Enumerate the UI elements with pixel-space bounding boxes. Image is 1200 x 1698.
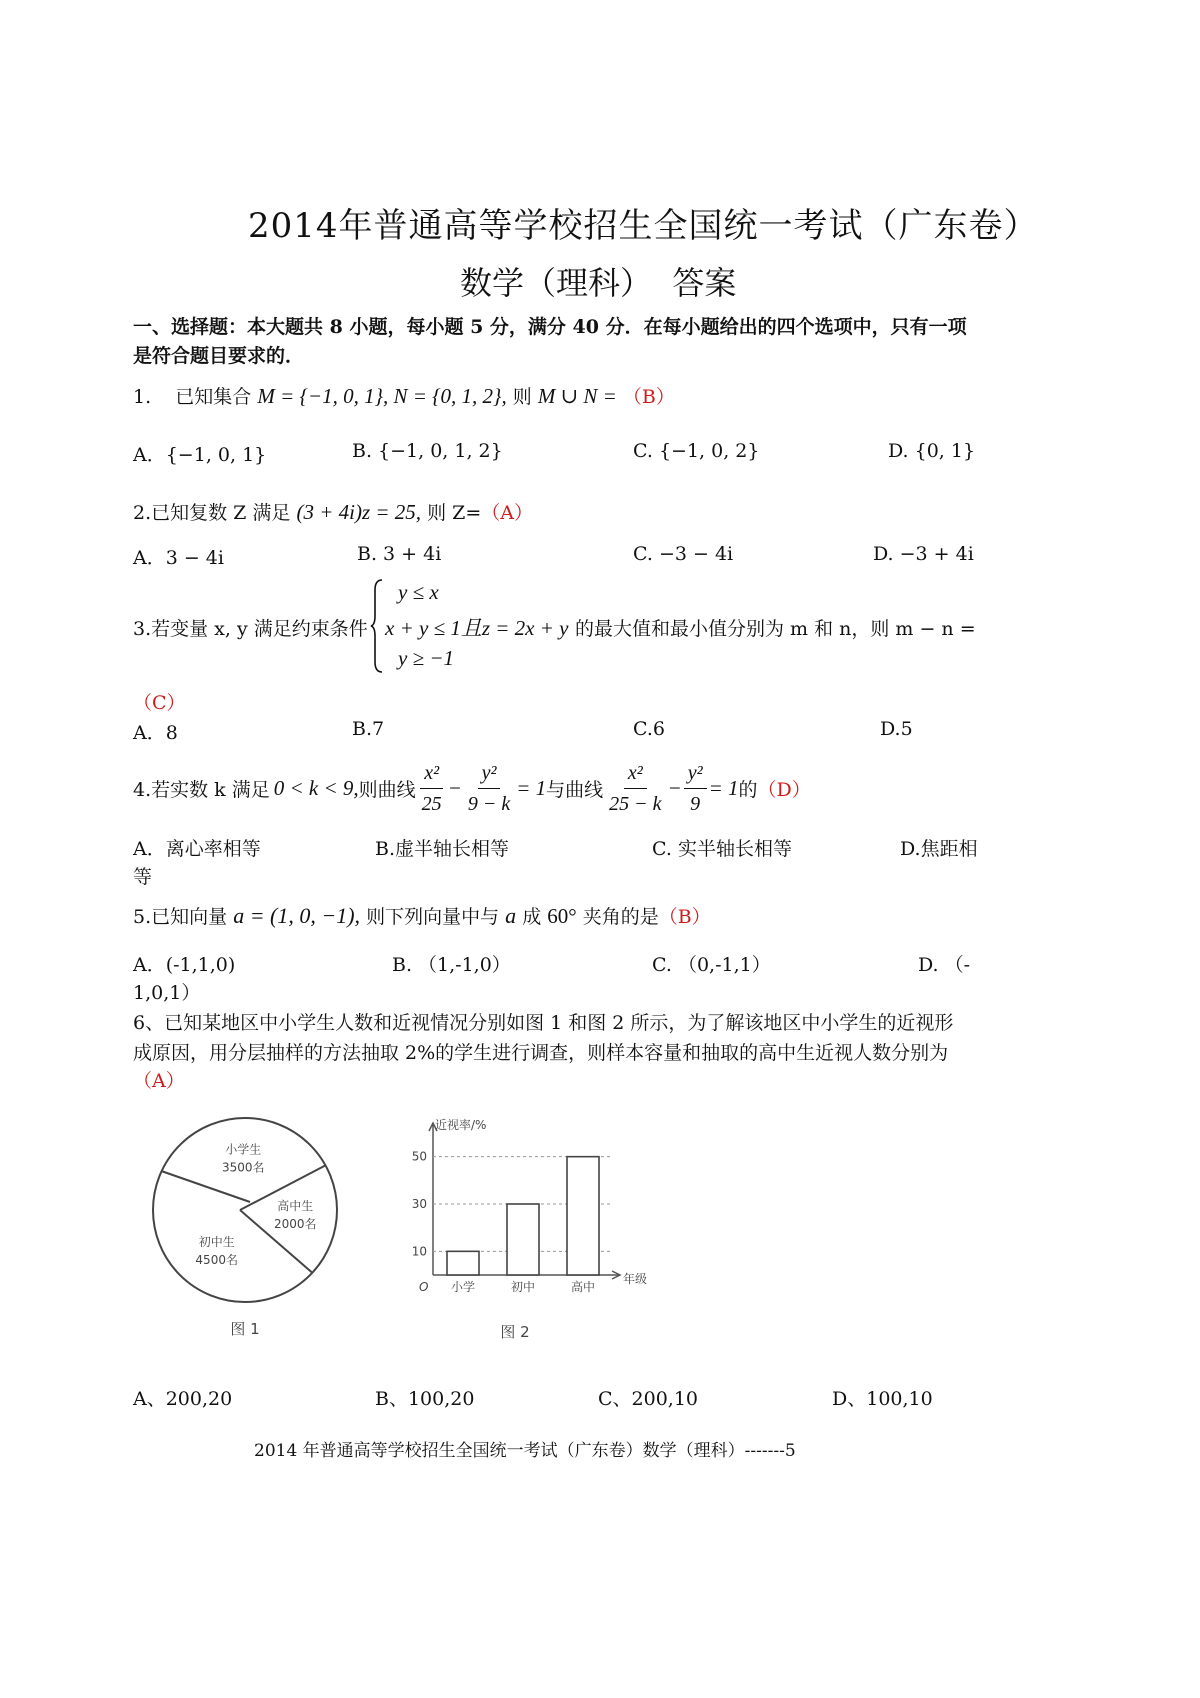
q2-math: (3 + 4i)z = 25, [296, 500, 422, 524]
q1-math-union: M ∪ N = [537, 384, 617, 408]
section-heading-cont: 是符合题目要求的． [133, 345, 305, 367]
pie-category-label: 初中生 [198, 1234, 235, 1249]
q4-f3-num: x² [624, 758, 647, 789]
q3-brace [370, 578, 384, 674]
q5-math-a: a [505, 903, 517, 928]
q4-answer: （D） [757, 779, 811, 801]
page-title: 2014年普通高等学校招生全国统一考试（广东卷） [248, 206, 1039, 246]
q2-option-d: D. −3 + 4i [873, 543, 974, 565]
origin-label: O [419, 1280, 429, 1294]
question-3-stem: 3.若变量 x, y 满足约束条件 [133, 618, 368, 640]
y-axis-label: 近视率/% [435, 1118, 487, 1132]
x-tick-label: 小学 [450, 1280, 476, 1294]
q1-option-d: D. {0, 1} [888, 440, 976, 462]
x-tick-label: 高中 [570, 1280, 596, 1294]
q4-fraction-3 [605, 758, 665, 819]
page-subtitle: 数学（理科） 答案 [460, 264, 737, 302]
q4-fraction-1 [418, 758, 446, 819]
q2-stem-b: 则 Z= [427, 502, 482, 524]
q1-option-a: A．{−1, 0, 1} [133, 444, 267, 466]
pie-value-label: 2000名 [273, 1217, 317, 1232]
q2-option-b: B. 3 + 4i [357, 543, 442, 565]
q2-answer: （A） [481, 502, 534, 524]
q5-stem-c: 成 [522, 906, 542, 928]
q6-option-c: C、200,10 [598, 1388, 699, 1410]
q5-stem: 5.已知向量 [133, 906, 228, 928]
bar [447, 1251, 479, 1275]
q1-stem: 1. 已知集合 [133, 386, 252, 408]
y-tick-label: 50 [411, 1149, 427, 1164]
q2-option-a: A．3 − 4i [133, 547, 224, 569]
question-1 [133, 382, 675, 409]
q4-stem-c: 与曲线 [546, 779, 604, 801]
q4-option-c: C. 实半轴长相等 [652, 838, 792, 860]
pie-category-label: 高中生 [277, 1199, 314, 1214]
q1-stem-b: 则 [512, 386, 532, 408]
q4-option-d: D.焦距相 [900, 838, 978, 860]
q4-eq-2: = 1 [708, 776, 739, 800]
q5-math-angle: 60° [547, 904, 577, 928]
q1-option-c: C. {−1, 0, 2} [633, 440, 760, 462]
q5-option-b: B. （1,-1,0） [392, 954, 511, 976]
q5-stem-d: 夹角的是 [582, 906, 659, 928]
question-6-line1: 6、已知某地区中小学生人数和近视情况分别如图 1 和图 2 所示，为了解该地区中小学生的近视形 [133, 1012, 954, 1034]
bar-figure-caption: 图 2 [500, 1323, 530, 1341]
y-tick-label: 30 [411, 1197, 427, 1211]
q4-eq-1: = 1 [516, 776, 547, 800]
q6-option-a: A、200,20 [133, 1388, 233, 1410]
pie-category-label: 小学生 [225, 1142, 262, 1157]
pie-value-label: 3500名 [221, 1160, 265, 1175]
brace-icon [370, 578, 384, 674]
q4-option-d-wrap: 等 [133, 866, 153, 888]
q4-stem-d: 的 [738, 779, 758, 801]
minus-sign: − [667, 776, 682, 800]
q4-f1-num: x² [420, 758, 443, 789]
q2-option-c: C. −3 − 4i [633, 543, 734, 565]
x-tick-label: 初中 [510, 1280, 536, 1294]
q5-option-c: C. （0,-1,1） [652, 954, 771, 976]
q3-option-a: A．8 [133, 722, 178, 744]
q3-option-b: B.7 [352, 718, 385, 740]
q3-option-d: D.5 [880, 718, 913, 740]
q6-option-d: D、100,10 [832, 1388, 933, 1410]
q3-option-c: C.6 [633, 718, 665, 740]
q1-option-b: B. {−1, 0, 1, 2} [352, 440, 503, 462]
q3-condition-2: x + y ≤ 1且z = 2x + y [385, 616, 569, 640]
q4-f4-num: y² [684, 758, 707, 789]
bar [507, 1204, 539, 1275]
q4-stem-b: 则曲线 [358, 779, 416, 801]
q5-option-d-wrap: 1,0,1） [133, 982, 201, 1004]
q5-stem-b: 则下列向量中与 [366, 906, 500, 928]
q5-math-vector: a = (1, 0, −1), [233, 903, 361, 928]
section-heading: 一、选择题：本大题共 8 小题，每小题 5 分，满分 40 分．在每小题给出的四个选项中，只有一项 [133, 316, 967, 338]
q1-answer: （B） [622, 386, 675, 408]
bar [567, 1157, 599, 1275]
page-footer: 2014 年普通高等学校招生全国统一考试（广东卷）数学（理科）-------5 [254, 1441, 796, 1461]
q4-stem: 4.若实数 k 满足 [133, 779, 270, 801]
q4-f2-den: 9 − k [467, 793, 511, 815]
q4-option-a: A．离心率相等 [133, 838, 261, 860]
q3-stem-b: 的最大值和最小值分别为 m 和 n，则 m − n = [575, 618, 976, 640]
q5-option-d: D. （- [918, 954, 971, 976]
q4-f1-den: 25 [421, 793, 442, 815]
question-4 [133, 758, 811, 819]
figure-2-bar-chart [395, 1105, 685, 1350]
q4-fraction-4 [684, 758, 707, 819]
q1-math-sets: M = {−1, 0, 1}, N = {0, 1, 2}, [257, 384, 507, 408]
q3-condition-3: y ≥ −1 [398, 646, 455, 670]
question-2 [133, 498, 533, 525]
q4-fraction-2 [464, 758, 514, 819]
question-5 [133, 902, 711, 929]
q4-f2-num: y² [478, 758, 501, 789]
q3-answer: （C） [133, 692, 186, 714]
y-tick-label: 10 [411, 1244, 427, 1259]
pie-value-label: 4500名 [195, 1252, 238, 1267]
q6-option-b: B、100,20 [375, 1388, 475, 1410]
q4-option-b: B.虚半轴长相等 [375, 838, 510, 860]
q5-option-a: A．(-1,1,0) [133, 954, 236, 976]
q4-math-range: 0 < k < 9, [273, 776, 359, 800]
question-6-line2: 成原因，用分层抽样的方法抽取 2%的学生进行调查，则样本容量和抽取的高中生近视人数分别为 [133, 1042, 949, 1064]
pie-slice-boundary [162, 1171, 250, 1202]
q4-f3-den: 25 − k [609, 793, 662, 815]
q2-stem: 2.已知复数 Z 满足 [133, 502, 291, 524]
x-axis-label: 年级 [623, 1272, 648, 1286]
q6-answer: （A） [133, 1070, 185, 1092]
q5-answer: （B） [658, 906, 711, 928]
q3-condition-1: y ≤ x [398, 580, 439, 604]
minus-sign: − [447, 776, 462, 800]
q4-f4-den: 9 [690, 793, 701, 815]
pie-figure-caption: 图 1 [230, 1320, 260, 1338]
figure-1-pie-chart [140, 1110, 360, 1350]
